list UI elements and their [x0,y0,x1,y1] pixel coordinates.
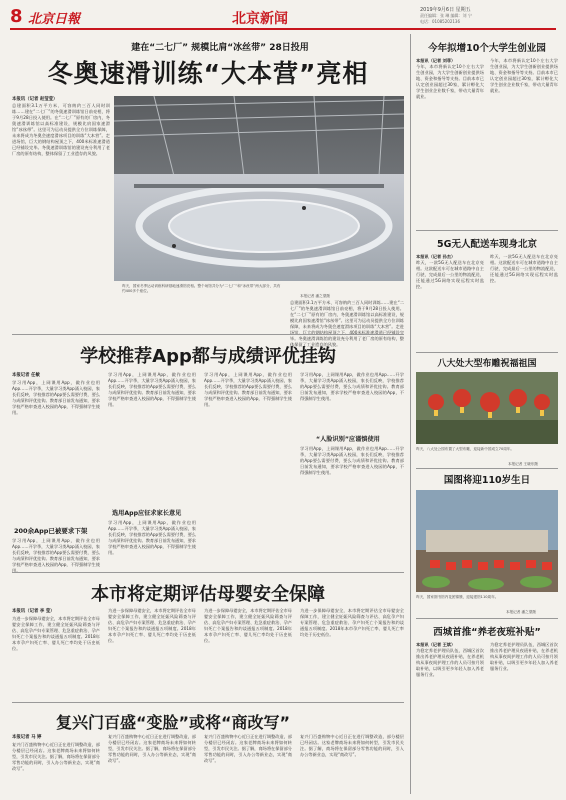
fuxing-byline: 本报记者 马 婷 [12,735,42,740]
elderly-headline: 西城首推“养老夜班补贴” [433,627,541,638]
contact-line: 电话：01085202136 [420,19,460,24]
elderly-byline: 本报讯（记者 王斌） [416,642,456,647]
flags-headline: 国图将迎110岁生日 [443,475,531,486]
divider [416,468,558,469]
fuxing-headline: 复兴门百盛“变脸”或将“商改写” [56,713,291,732]
divider [12,702,404,703]
divider [416,352,558,353]
lead-body-right: 总建面积3.1万平方米、可容纳约三百人同时训练……建在“二七厂”的冬奥速滑训练馆日前亮相，将于9月28日投入使用。在“二七厂”原有的厂房内，冬奥速滑训练馆以高标准建设，规模比肩国家速滑馆“冰丝带”。这里可为运动员提供全方位训练保障，未来将成为冬奥会速度滑冰项目的训练“大本营”。走进场馆，巨大的钢结构屋顶之下，400米标准速滑道已经铺设完毕。冬奥速滑训练馆的建设充分利用了老厂房的原有结构，整体保留了工业遗存的风貌。 [290,300,404,347]
insurance-body-col4: 为进一步保障母婴安全，本市将定期评估全市母婴安全保障工作，建立健全妊娠风险筛查与评估、高危孕产妇专案管理、危急重症救治、孕产妇死亡个案报告和约谈通报五项制度。2018年本市孕产妇死亡率、婴儿死亡率均处于历史低位。 [300,608,404,637]
lead-photo [114,96,404,281]
startup-headline: 今年拟增10个大学生创业园 [428,43,546,54]
app-subhead-2: 选用App应征求家长意见 [112,510,182,517]
5g-body-col2: 昨天，一款5G无人配送车在北京亮相。这款配送车可在城市道路中自主行驶，完成最后一公里的物流配送，还能通过5G网络实现远程实时监控。 [490,254,558,283]
masthead [0,0,566,30]
flags-photo [416,490,558,592]
app-body-col1: 学习用App，上网课用App，做作业也用App……开学季，大量学习类App涌入校园，家长们反映，学校推荐的App要么需要付费，要么与成绩和评优挂钩。教育部日前发布通知，要求学校严格审查进入校园的App，不得强制学生使用。 [12,380,100,415]
lead-photo-credit: 本报记者 潘之望摄 [300,294,330,298]
app-body-col1b: 学习用App，上网课用App，做作业也用App……开学季，大量学习类App涌入校园，家长们反映，学校推荐的App要么需要付费，要么与成绩和评优挂钩。教育部日前发布通知，要求学校严格审查进入校园的App，不得强制学生使用。 [12,538,100,573]
app-body-col2b: 学习用App，上网课用App，做作业也用App……开学季，大量学习类App涌入校园，家长们反映，学校推荐的App要么需要付费，要么与成绩和评优挂钩。教育部日前发布通知，要求学校严格审查进入校园的App，不得强制学生使用。 [108,520,196,555]
page-number: 8 [10,6,23,27]
flags-caption: 昨天，国家图书馆内花团锦簇，迎接建馆110周年。 [416,595,499,599]
lead-byline: 本报讯（记者 赵莹莹） [12,97,58,102]
fuxing-body-col3: 复兴门百盛购物中心近日正在进行调整改造，部分楼层已经闭店。这家老牌商场未来将如何转型，引发市民关注。据了解，商场将在保留部分零售功能的同时，引入办公等新业态，实现“商改写”。 [204,734,292,763]
column-divider [410,34,411,794]
startup-body-col2: 今年，本市将新认定10个左右大学生创业园，为大学生创新创业提供场地、资金和指导等支持。目前本市已认定创业园超过30家，累计孵化大学生创业企业数千家，带动大量青年就业。 [490,58,558,93]
5g-headline: 5G无人配送车现身北京 [437,239,537,250]
app-subhead-3: “人脸识别”应谨慎使用 [316,436,380,443]
divider [416,618,558,619]
fuxing-body-col1: 复兴门百盛购物中心近日正在进行调整改造，部分楼层已经闭店。这家老牌商场未来将如何转型，引发市民关注。据了解，商场将在保留部分零售功能的同时，引入办公等新业态，实现“商改写”。 [12,742,100,771]
5g-byline: 本报讯（记者 孙杰） [416,254,456,259]
insurance-body-col1: 为进一步保障母婴安全，本市将定期评估全市母婴安全保障工作，建立健全妊娠风险筛查与评估、高危孕产妇专案管理、危急重症救治、孕产妇死亡个案报告和约谈通报五项制度。2018年本市孕产妇死亡率、婴儿死亡率均处于历史低位。 [12,616,100,651]
lanterns-credit: 本报记者 王晓东摄 [508,462,538,466]
lanterns-photo [416,372,558,444]
lead-headline: 冬奥速滑训练“大本营”亮相 [47,59,369,88]
lanterns-headline: 八大处大型布雕祝福祖国 [437,359,537,369]
masthead-rule [10,28,556,30]
app-body-col4b: 学习用App，上网课用App，做作业也用App……开学季，大量学习类App涌入校园，家长们反映，学校推荐的App要么需要付费，要么与成绩和评优挂钩。教育部日前发布通知，要求学校严格审查进入校园的App，不得强制学生使用。 [300,446,404,475]
app-body-col2: 学习用App，上网课用App，做作业也用App……开学季，大量学习类App涌入校园，家长们反映，学校推荐的App要么需要付费，要么与成绩和评优挂钩。教育部日前发布通知，要求学校严格审查进入校园的App，不得强制学生使用。 [108,372,196,407]
elderly-body-col1: 为稳定养老护理员队伍，西城区首次推出养老护理员夜班补贴，在养老机构从事夜间护理工作的人员可按月领取补贴，以吸引更多年轻人加入养老服务行业。 [416,648,484,677]
startup-body-col1: 今年，本市将新认定10个左右大学生创业园，为大学生创新创业提供场地、资金和指导等支持。目前本市已认定创业园超过30家，累计孵化大学生创业企业数千家，带动大量青年就业。 [416,64,484,99]
section-title: 北京新闻 [232,11,288,27]
lead-photo-caption: 昨天，国家冬季运动训练科研基地速滑馆亮相。整个场馆共分为“二七厂”和“冰丝带”两大部分，共有约400多个座位。 [122,284,281,293]
insurance-headline: 本市将定期评估母婴安全保障 [91,584,325,605]
insurance-body-col3: 为进一步保障母婴安全，本市将定期评估全市母婴安全保障工作，建立健全妊娠风险筛查与评估、高危孕产妇专案管理、危急重症救治、孕产妇死亡个案报告和约谈通报五项制度。2018年本市孕产妇死亡率、婴儿死亡率均处于历史低位。 [204,608,292,643]
insurance-body-col2: 为进一步保障母婴安全，本市将定期评估全市母婴安全保障工作，建立健全妊娠风险筛查与评估、高危孕产妇专案管理、危急重症救治、孕产妇死亡个案报告和约谈通报五项制度。2018年本市孕产妇死亡率、婴儿死亡率均处于历史低位。 [108,608,196,643]
elderly-body-col2: 为稳定养老护理员队伍，西城区首次推出养老护理员夜班补贴，在养老机构从事夜间护理工作的人员可按月领取补贴，以吸引更多年轻人加入养老服务行业。 [490,642,558,671]
app-body-col3: 学习用App，上网课用App，做作业也用App……开学季，大量学习类App涌入校园，家长们反映，学校推荐的App要么需要付费，要么与成绩和评优挂钩。教育部日前发布通知，要求学校严格审查进入校园的App，不得强制学生使用。 [204,372,292,407]
app-subhead-1: 200余App已被要求下架 [14,527,88,535]
lead-kicker: 建在“二七厂” 规模比肩“冰丝带” 28日投用 [131,43,309,53]
fuxing-body-col2: 复兴门百盛购物中心近日正在进行调整改造，部分楼层已经闭店。这家老牌商场未来将如何转型，引发市民关注。据了解，商场将在保留部分零售功能的同时，引入办公等新业态，实现“商改写”。 [108,734,196,763]
lanterns-caption: 昨天，八大处公园布置了大型布雕，迎接新中国成立70周年。 [416,447,515,451]
fuxing-body-col4: 复兴门百盛购物中心近日正在进行调整改造，部分楼层已经闭店。这家老牌商场未来将如何转型，引发市民关注。据了解，商场将在保留部分零售功能的同时，引入办公等新业态，实现“商改写”。 [300,734,404,757]
editor-line: 责任编辑：张 琳 编辑：刘 宁 [420,13,472,18]
flags-credit: 本报记者 潘之望摄 [506,610,536,614]
insurance-byline: 本报讯（记者 李 莹） [12,609,55,614]
date-line: 2019年9月6日 星期五 [420,7,471,13]
divider [12,572,404,573]
divider [12,334,404,335]
app-body-col4: 学习用App，上网课用App，做作业也用App……开学季，大量学习类App涌入校园，家长们反映，学校推荐的App要么需要付费，要么与成绩和评优挂钩。教育部日前发布通知，要求学校严格审查进入校园的App，不得强制学生使用。 [300,372,404,401]
lead-body: 总建面积3.1万平方米、可容纳约三百人同时训练……建在“二七厂”的冬奥速滑训练馆日前亮相，将于9月28日投入使用。在“二七厂”原有的厂房内，冬奥速滑训练馆以高标准建设，规模比肩国家速滑馆“冰丝带”。这里可为运动员提供全方位训练保障，未来将成为冬奥会速度滑冰项目的训练“大本营”。走进场馆，巨大的钢结构屋顶之下，400米标准速滑道已经铺设完毕。冬奥速滑训练馆的建设充分利用了老厂房的原有结构，整体保留了工业遗存的风貌。 [12,103,110,156]
startup-byline: 本报讯（记者 刘菲） [416,58,456,63]
app-byline: 本报记者 任敏 [12,373,40,378]
divider [416,230,558,231]
5g-body-col1: 昨天，一款5G无人配送车在北京亮相。这款配送车可在城市道路中自主行驶，完成最后一公里的物流配送，还能通过5G网络实现远程实时监控。 [416,260,484,289]
app-headline: 学校推荐App都与成绩评优挂钩 [80,346,336,367]
paper-name: 北京日報 [28,12,81,27]
